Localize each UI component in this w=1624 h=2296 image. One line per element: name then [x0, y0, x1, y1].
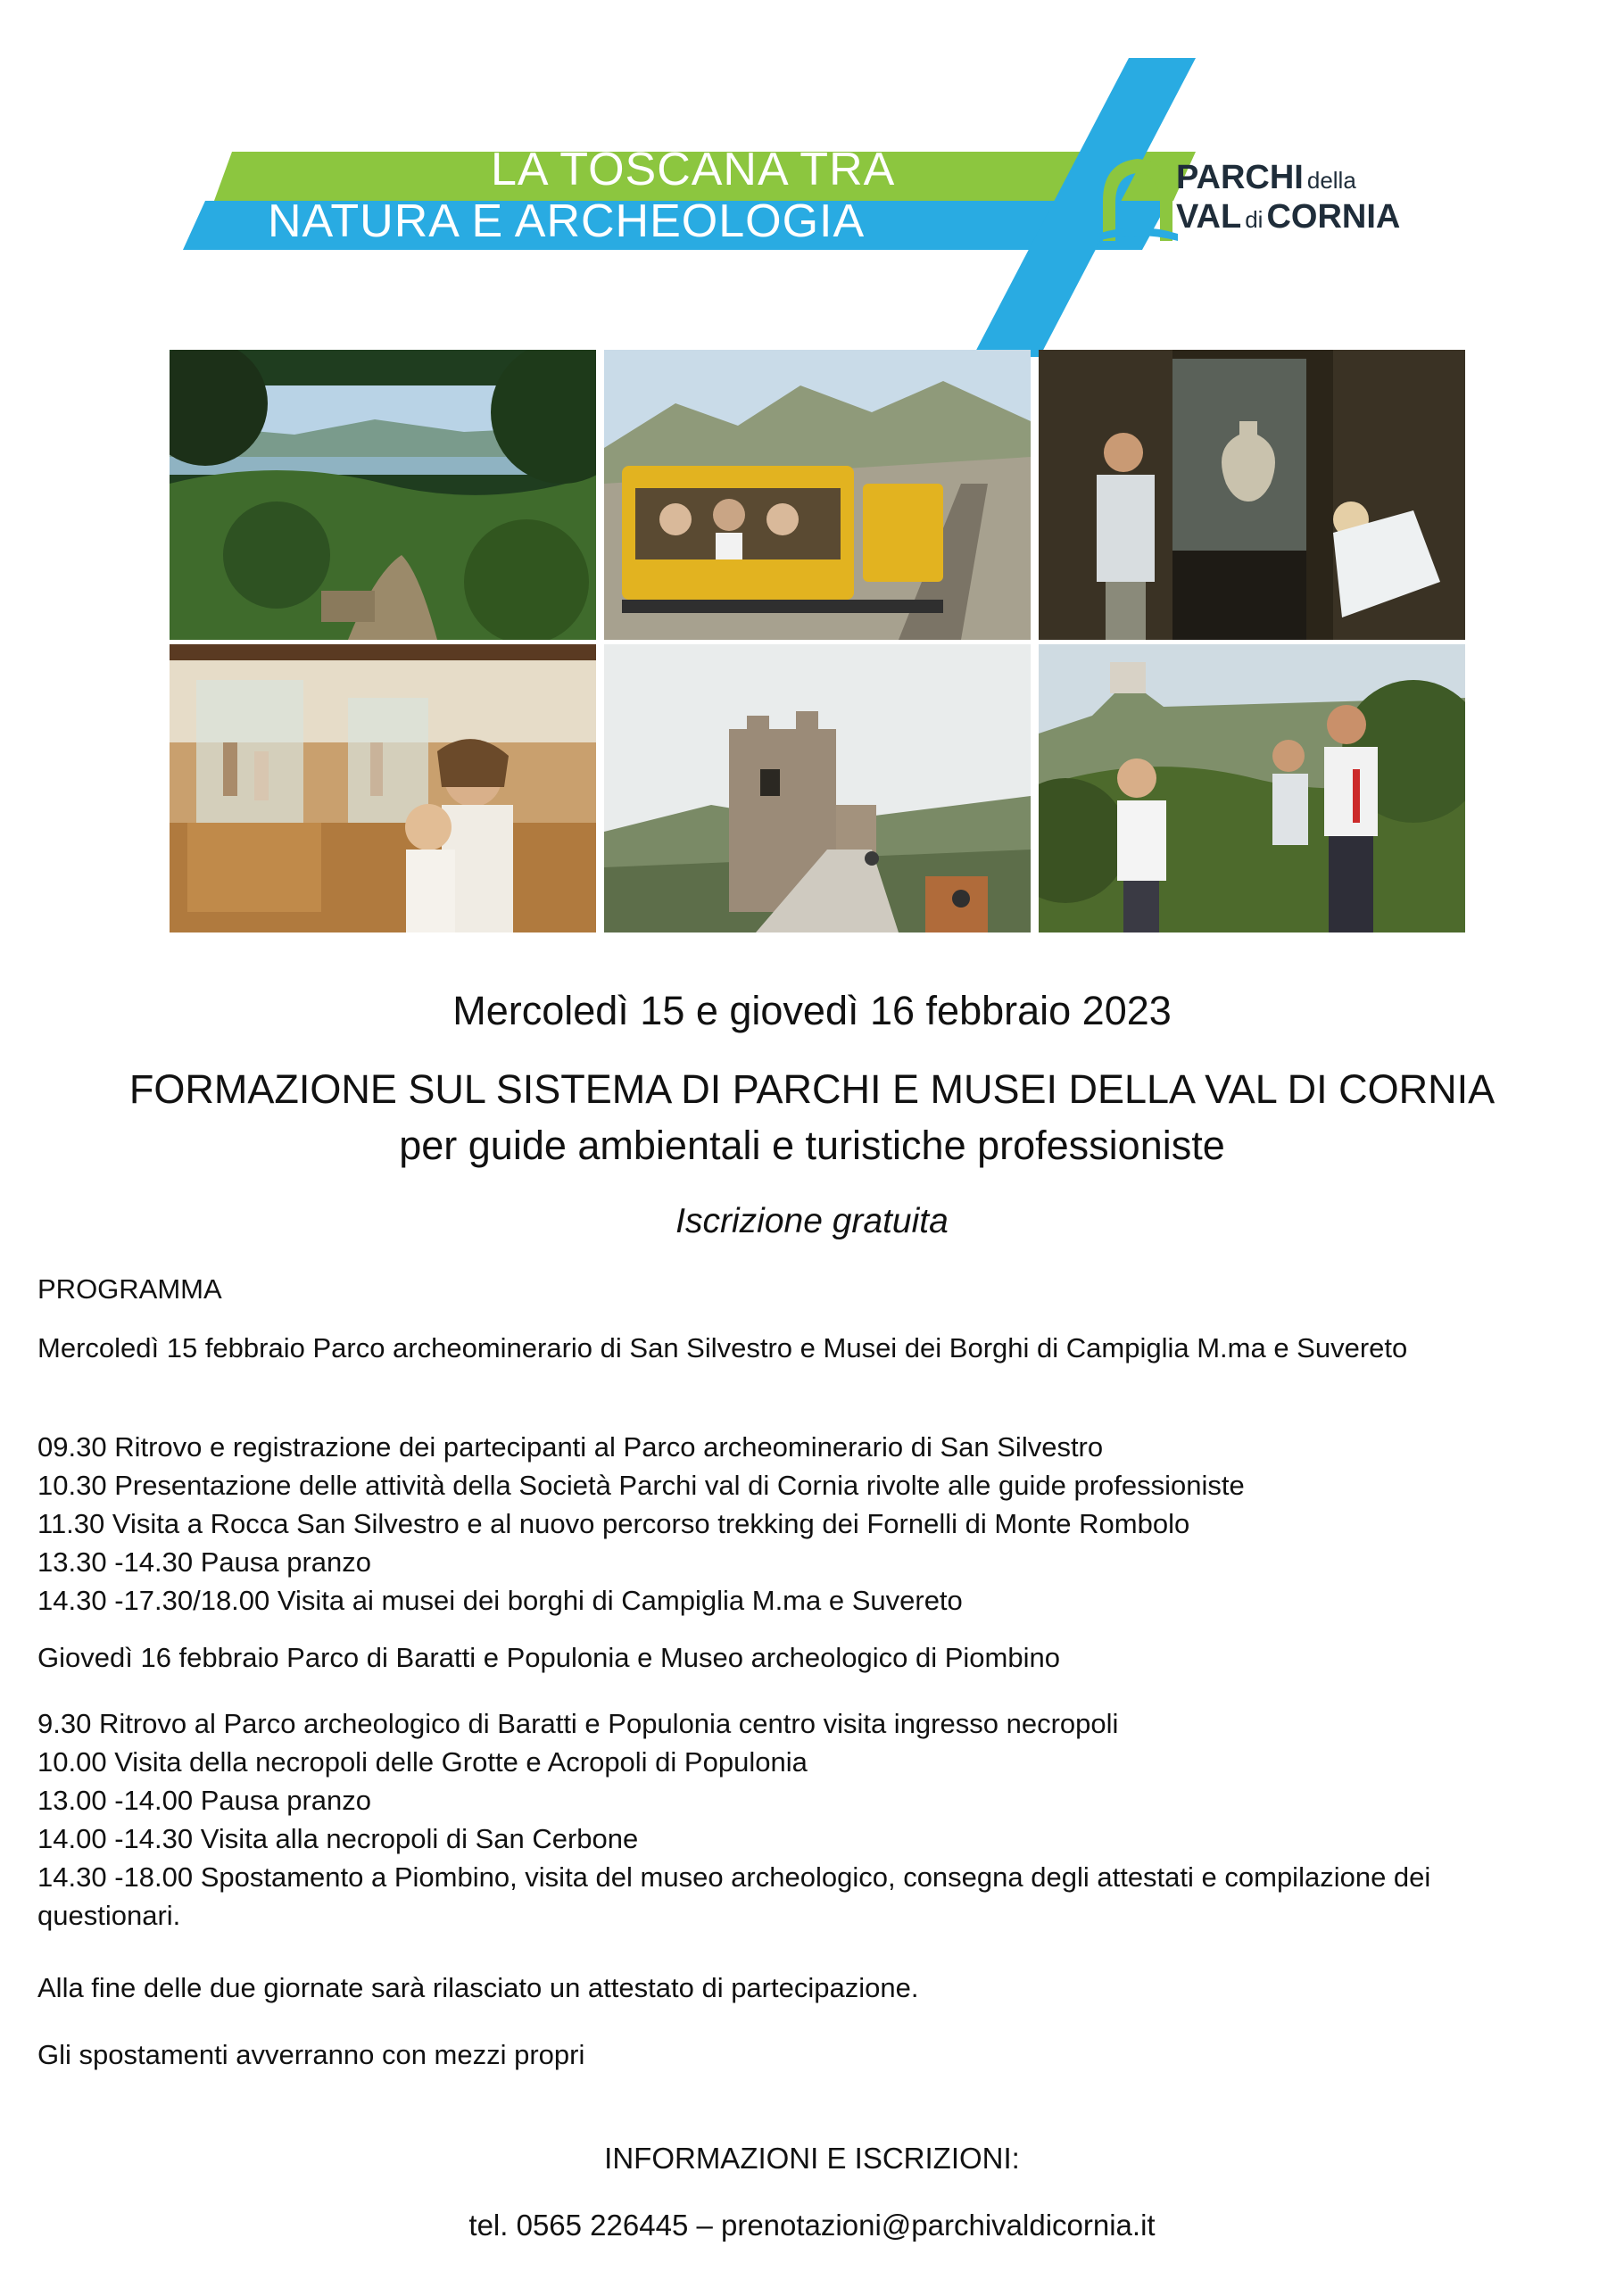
photo-hikers-trail [1039, 644, 1465, 932]
day1-heading: Mercoledì 15 febbraio Parco archeominerario di San Silvestro e Musei dei Borghi di Campiglia M.ma e Suvereto [37, 1332, 1408, 1364]
photo-grid [170, 350, 1465, 932]
banner-title-line-1: LA TOSCANA TRA [491, 144, 896, 195]
schedule-item: 13.00 -14.00 Pausa pranzo [37, 1785, 371, 1816]
photo-rocca-tower-ruins [604, 644, 1031, 932]
schedule-item: 14.00 -14.30 Visita alla necropoli di San Cerbone [37, 1823, 639, 1854]
logo-word-parchi: PARCHI [1176, 159, 1304, 196]
free-registration-note: Iscrizione gratuita [675, 1202, 949, 1240]
day1-schedule [37, 1428, 1572, 1620]
photo-museum-vase-display [1039, 350, 1465, 640]
logo-line-1 [1176, 159, 1356, 197]
schedule-item: 09.30 Ritrovo e registrazione dei partecipanti al Parco archeominerario di San Silvestro [37, 1431, 1104, 1463]
event-title: FORMAZIONE SUL SISTEMA DI PARCHI E MUSEI DELLA VAL DI CORNIA [128, 1066, 1496, 1112]
logo-line-2 [1176, 198, 1400, 236]
photo-mining-train [604, 350, 1031, 640]
logo-word-val: VAL [1176, 198, 1242, 236]
schedule-item: 14.30 -18.00 Spostamento a Piombino, visita del museo archeologico, consegna degli attestati e compilazione dei questionari. [37, 1861, 1431, 1931]
day2-heading: Giovedì 16 febbraio Parco di Baratti e Populonia e Museo archeologico di Piombino [37, 1642, 1060, 1673]
event-date: Mercoledì 15 e giovedì 16 febbraio 2023 [452, 988, 1172, 1033]
logo-arch-icon [1098, 152, 1178, 250]
banner-title-line-2: NATURA E ARCHEOLOGIA [268, 195, 866, 247]
schedule-item: 11.30 Visita a Rocca San Silvestro e al nuovo percorso trekking dei Fornelli di Monte Rombolo [37, 1508, 1190, 1539]
info-registration-label: INFORMAZIONI E ISCRIZIONI: [604, 2142, 1020, 2175]
contact-details: tel. 0565 226445 – prenotazioni@parchivaldicornia.it [468, 2209, 1156, 2242]
event-subtitle: per guide ambientali e turistiche professioniste [399, 1123, 1225, 1168]
schedule-item: 13.30 -14.30 Pausa pranzo [37, 1546, 371, 1578]
schedule-item: 14.30 -17.30/18.00 Visita ai musei dei borghi di Campiglia M.ma e Suvereto [37, 1585, 963, 1616]
program-label: PROGRAMMA [37, 1273, 222, 1305]
transport-note: Gli spostamenti avverranno con mezzi propri [37, 2039, 585, 2070]
schedule-item: 9.30 Ritrovo al Parco archeologico di Baratti e Populonia centro visita ingresso necropoli [37, 1708, 1119, 1739]
schedule-item: 10.30 Presentazione delle attività della Società Parchi val di Cornia rivolte alle guide professioniste [37, 1470, 1245, 1501]
logo-word-di: di [1245, 206, 1264, 233]
parchi-logo [1098, 152, 1454, 259]
day2-schedule [37, 1704, 1572, 1935]
logo-word-cornia: CORNIA [1266, 198, 1401, 236]
photo-museum-visitors [170, 644, 596, 932]
logo-word-della: della [1306, 167, 1356, 194]
photo-coastal-forest-view [170, 350, 596, 640]
schedule-item: 10.00 Visita della necropoli delle Grotte e Acropoli di Populonia [37, 1746, 808, 1778]
certificate-note: Alla fine delle due giornate sarà rilasciato un attestato di partecipazione. [37, 1972, 919, 2003]
